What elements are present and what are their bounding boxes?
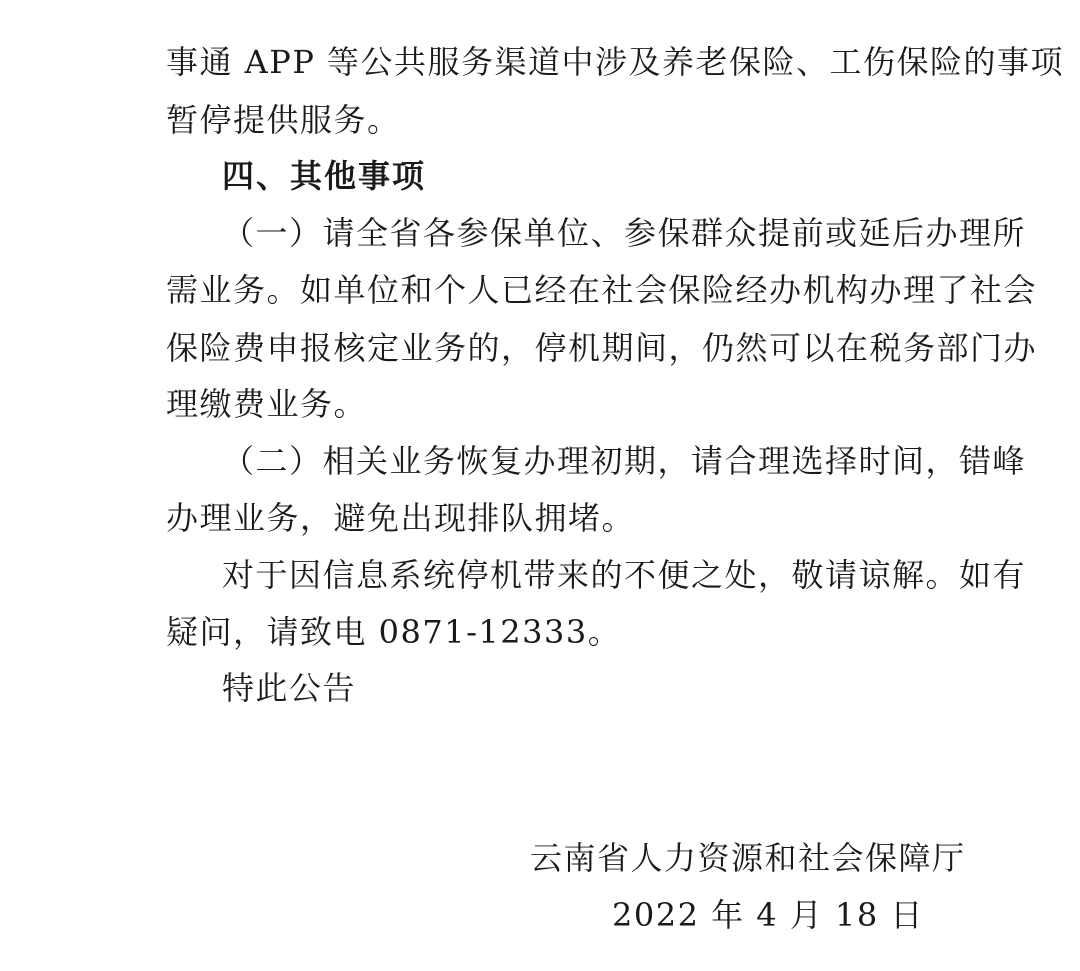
item-text-line: 理缴费业务。 (166, 385, 368, 423)
closing-text-line: 疑问，请致电 0871-12333。 (166, 613, 622, 651)
issuer-name: 云南省人力资源和社会保障厅 (530, 839, 966, 877)
item-text-line: 保险费申报核定业务的，停机期间，仍然可以在税务部门办 (166, 329, 1038, 367)
section-heading: 四、其他事项 (222, 157, 427, 195)
item-text-line: （一）请全省各参保单位、参保群众提前或延后办理所 (222, 214, 1027, 252)
item-text-line: 办理业务，避免出现排队拥堵。 (166, 499, 636, 537)
closing-text-line: 对于因信息系统停机带来的不便之处，敬请谅解。如有 (222, 556, 1027, 594)
item-text-line: 需业务。如单位和个人已经在社会保险经办机构办理了社会 (166, 271, 1038, 309)
sign-off-text: 特此公告 (222, 669, 357, 707)
item-text-line: （二）相关业务恢复办理初期，请合理选择时间，错峰 (222, 442, 1027, 480)
body-text-line: 事通 APP 等公共服务渠道中涉及养老保险、工伤保险的事项 (166, 43, 1065, 81)
issue-date: 2022 年 4 月 18 日 (612, 896, 924, 934)
body-text-line: 暂停提供服务。 (166, 101, 401, 139)
